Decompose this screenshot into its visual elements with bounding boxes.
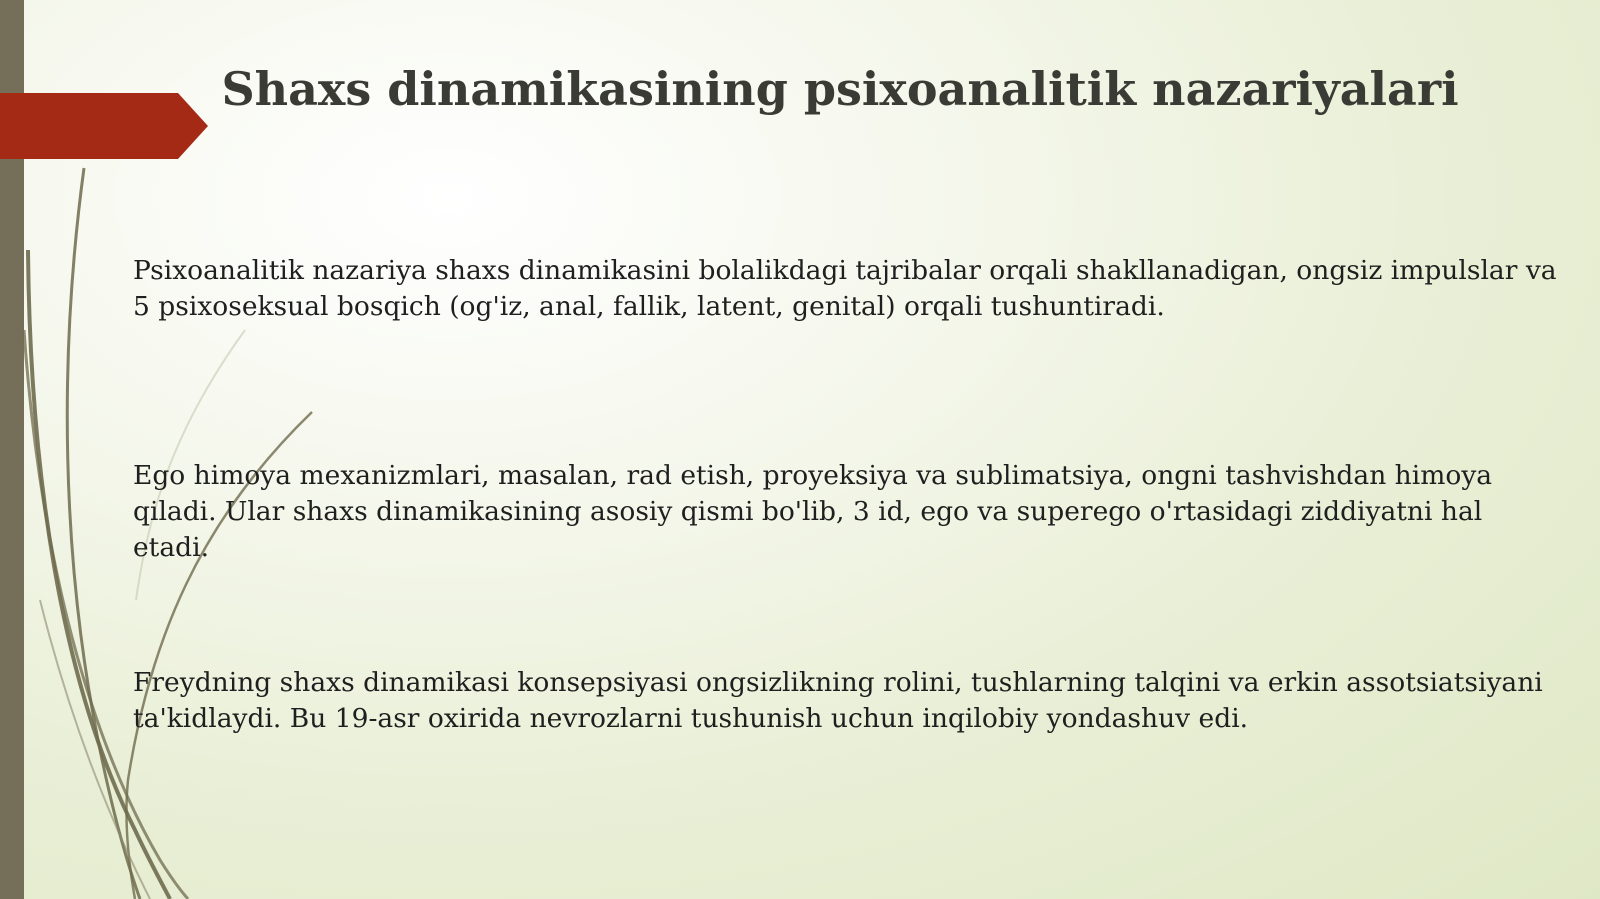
paragraph-1: Psixoanalitik nazariya shaxs dinamikasini bolalikdagi tajribalar orqali shakllanadigan, ongsiz impulslar va 5 psixoseksual bosqich (og'iz, anal, fallik, latent, genital) orqali tushuntiradi. (133, 255, 1557, 322)
paragraph-2: Ego himoya mexanizmlari, masalan, rad etish, proyeksiya va sublimatsiya, ongni tashvishdan himoya qiladi. Ular shaxs dinamikasining asosiy qismi bo'lib, 3 id, ego va superego o'rtasidagi ziddiyatni hal etadi. (133, 460, 1493, 563)
paragraph-3: Freydning shaxs dinamikasi konsepsiyasi ongsizlikning rolini, tushlarning talqini va erkin assotsiatsiyani ta'kidlaydi. Bu 19-asr oxirida nevrozlarni tushunish uchun inqilobiy yondashuv edi. (133, 667, 1543, 734)
slide-title: Shaxs dinamikasining psixoanalitik nazariyalari (221, 62, 1459, 116)
